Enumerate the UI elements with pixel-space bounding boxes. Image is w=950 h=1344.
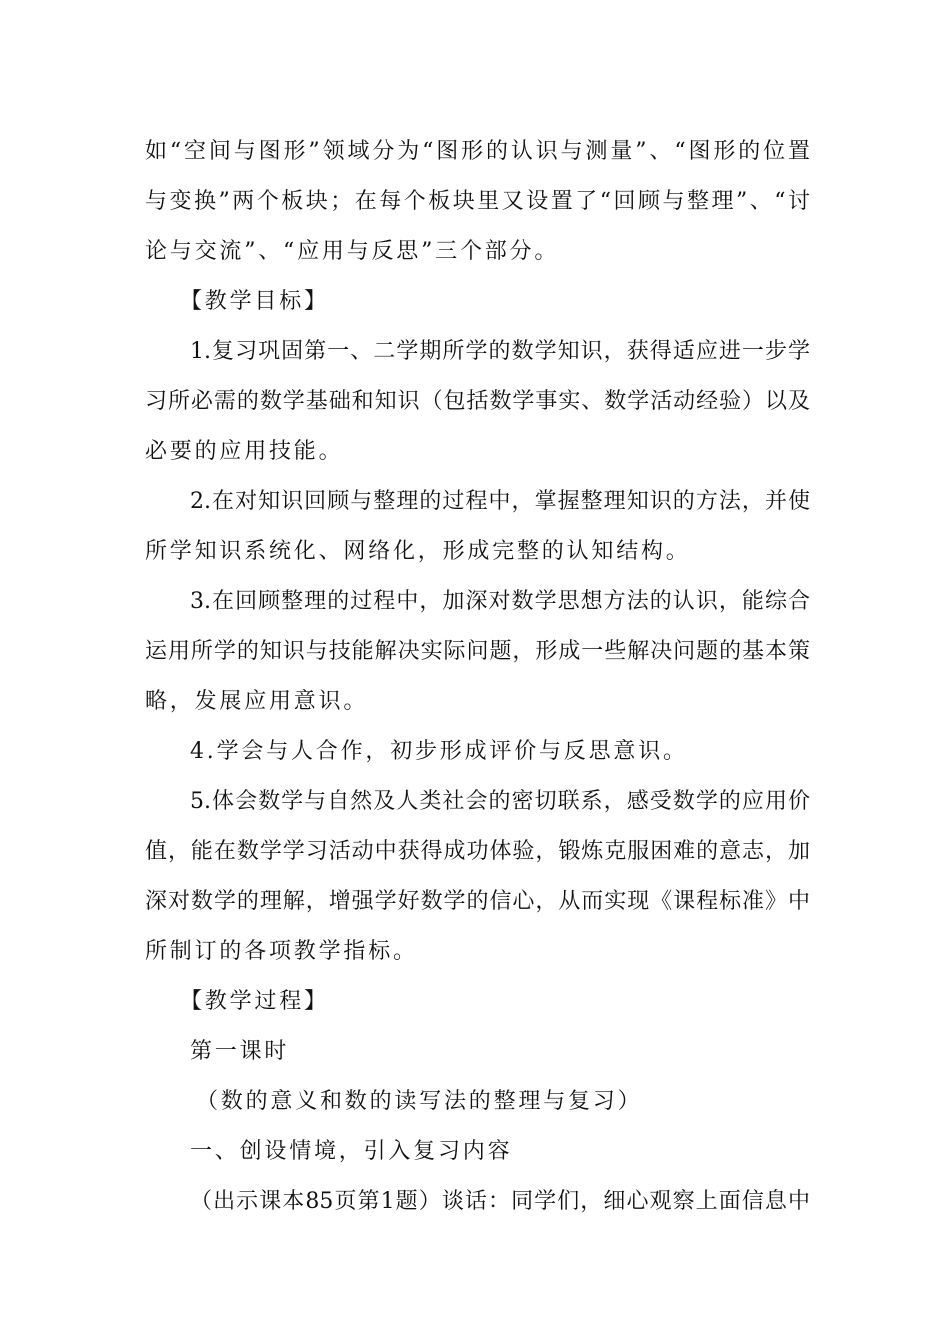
step-1-line-1: （出示课本85页第1题）谈话：同学们，细心观察上面信息中: [190, 1189, 810, 1214]
objective-4-line-1: 4.学会与人合作，初步形成评价与反思意识。: [190, 739, 688, 764]
objective-5-line-3: 深对数学的理解，增强学好数学的信心，从而实现《课程标准》中: [145, 889, 810, 914]
objective-2-line-2: 所学知识系统化、网络化，形成完整的认知结构。: [145, 539, 691, 564]
section-heading-objectives: 【教学目标】: [180, 289, 329, 314]
objective-5-line-2: 值，能在数学学习活动中获得成功体验，锻炼克服困难的意志，加: [145, 839, 810, 864]
objective-1-line-1: 1.复习巩固第一、二学期所学的数学知识，获得适应进一步学: [190, 339, 810, 364]
objective-3-line-3: 略，发展应用意识。: [145, 689, 369, 714]
paragraph-line-2: 与变换”两个板块；在每个板块里又设置了“回顾与整理”、“讨: [145, 189, 810, 214]
lesson-title: 第一课时: [190, 1039, 290, 1064]
paragraph-line-1: 如“空间与图形”领域分为“图形的认识与测量”、“图形的位置: [145, 139, 810, 164]
paragraph-line-3: 论与交流”、“应用与反思”三个部分。: [145, 239, 560, 264]
objective-2-line-1: 2.在对知识回顾与整理的过程中，掌握整理知识的方法，并使: [190, 489, 810, 514]
objective-3-line-2: 运用所学的知识与技能解决实际问题，形成一些解决问题的基本策: [145, 639, 810, 664]
step-heading-1: 一、创设情境，引入复习内容: [190, 1139, 513, 1164]
objective-1-line-3: 必要的应用技能。: [145, 439, 344, 464]
objective-1-line-2: 习所必需的数学基础和知识（包括数学事实、数学活动经验）以及: [145, 389, 810, 414]
lesson-subtitle: （数的意义和数的读写法的整理与复习）: [196, 1089, 643, 1114]
section-heading-process: 【教学过程】: [180, 989, 329, 1014]
objective-3-line-1: 3.在回顾整理的过程中，加深对数学思想方法的认识，能综合: [190, 589, 810, 614]
objective-5-line-4: 所制订的各项教学指标。: [145, 939, 418, 964]
objective-5-line-1: 5.体会数学与自然及人类社会的密切联系，感受数学的应用价: [190, 789, 810, 814]
